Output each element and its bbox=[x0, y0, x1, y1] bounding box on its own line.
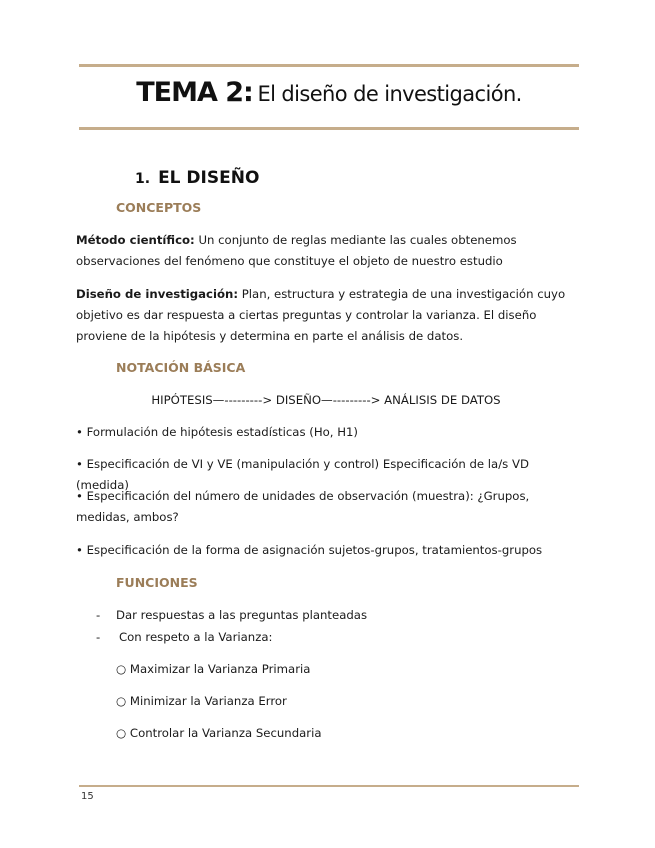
notation-bullet: • Formulación de hipótesis estadísticas (Ho, H1) bbox=[76, 425, 358, 439]
diseno-paragraph bbox=[76, 284, 576, 347]
section-number: 1. bbox=[135, 171, 151, 187]
conceptos-heading: CONCEPTOS bbox=[116, 200, 202, 215]
section-title: EL DISEÑO bbox=[158, 168, 260, 188]
page-number: 15 bbox=[81, 791, 94, 802]
footer-rule bbox=[79, 785, 579, 787]
dash-marker: - bbox=[96, 608, 101, 622]
section-heading bbox=[135, 168, 259, 188]
funciones-heading: FUNCIONES bbox=[116, 575, 198, 590]
diseno-definition: Plan, estructura y estrategia de una investigación cuyo objetivo es dar respuesta a ciertas preguntas y controlar la varianza. El diseño proviene de la hipótesis y determina en parte el análisis de datos. bbox=[76, 287, 566, 343]
page-title bbox=[79, 77, 579, 108]
notation-bullet: • Especificación del número de unidades de observación (muestra): ¿Grupos, medidas, ambos? bbox=[76, 489, 530, 524]
funcion-item: Con respeto a la Varianza: bbox=[119, 630, 273, 644]
notacion-heading: NOTACIÓN BÁSICA bbox=[116, 360, 246, 375]
metodo-definition: Un conjunto de reglas mediante las cuales obtenemos observaciones del fenómeno que constituye el objeto de nuestro estudio bbox=[76, 233, 517, 268]
diseno-term: Diseño de investigación: bbox=[76, 287, 239, 301]
notation-bullet: • Especificación de VI y VE (manipulación y control) Especificación de la/s VD (medida) bbox=[76, 457, 529, 492]
header-bottom-rule bbox=[79, 127, 579, 130]
metodo-term: Método científico: bbox=[76, 233, 195, 247]
notation-bullet: • Especificación de la forma de asignación sujetos-grupos, tratamientos-grupos bbox=[76, 543, 543, 557]
dash-marker: - bbox=[96, 630, 101, 644]
header-top-rule bbox=[79, 64, 579, 67]
page-title-text: El diseño de investigación. bbox=[257, 82, 522, 106]
metodo-paragraph bbox=[76, 230, 576, 272]
notation-flow: HIPÓTESIS—---------> DISEÑO—---------> ANÁLISIS DE DATOS bbox=[151, 393, 501, 407]
varianza-sub-item: ○ Controlar la Varianza Secundaria bbox=[116, 726, 322, 740]
varianza-sub-item: ○ Minimizar la Varianza Error bbox=[116, 694, 287, 708]
varianza-sub-item: ○ Maximizar la Varianza Primaria bbox=[116, 662, 311, 676]
page-title-label: TEMA 2: bbox=[136, 77, 253, 108]
funcion-item: Dar respuestas a las preguntas planteadas bbox=[116, 608, 368, 622]
